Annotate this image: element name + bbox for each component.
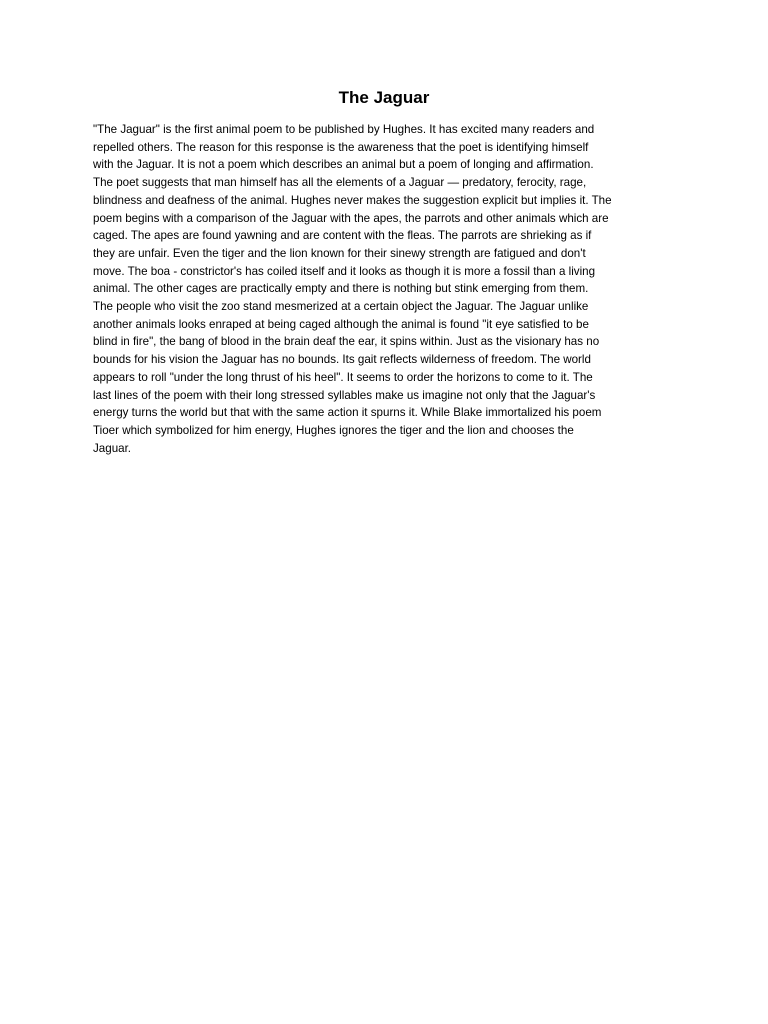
document-title: The Jaguar [338, 88, 430, 107]
body-line: energy turns the world but that with the same action it spurns it. While Blake immortalized his poem [93, 406, 602, 420]
body-line: Tioer which symbolized for him energy, Hughes ignores the tiger and the lion and chooses the [93, 423, 574, 437]
body-line: move. The boa - constrictor's has coiled itself and it looks as though it is more a fossil than a living [93, 264, 596, 278]
body-line: last lines of the poem with their long stressed syllables make us imagine not only that the Jaguar's [93, 388, 596, 402]
document-body [93, 121, 683, 457]
body-line: blindness and deafness of the animal. Hughes never makes the suggestion explicit but implies it. The [93, 193, 612, 207]
body-line: caged. The apes are found yawning and are content with the fleas. The parrots are shrieking as if [93, 229, 592, 243]
body-line: with the Jaguar. It is not a poem which describes an animal but a poem of longing and affirmation. [93, 158, 594, 172]
body-line: The people who visit the zoo stand mesmerized at a certain object the Jaguar. The Jaguar unlike [93, 300, 589, 314]
body-line: The poet suggests that man himself has all the elements of a Jaguar — predatory, ferocity, rage, [93, 176, 587, 190]
body-line: poem begins with a comparison of the Jaguar with the apes, the parrots and other animals which are [93, 211, 609, 225]
body-line: they are unfair. Even the tiger and the lion known for their sinewy strength are fatigued and don't [93, 246, 586, 260]
body-line: another animals looks enraped at being caged although the animal is found "it eye satisfied to be [93, 317, 589, 331]
body-line: Jaguar. [93, 441, 132, 455]
body-line: "The Jaguar" is the first animal poem to be published by Hughes. It has excited many readers and [93, 123, 595, 136]
body-line: animal. The other cages are practically empty and there is nothing but stink emerging from them. [93, 282, 589, 296]
body-line: bounds for his vision the Jaguar has no bounds. Its gait reflects wilderness of freedom. The world [93, 353, 591, 367]
body-line: blind in fire", the bang of blood in the brain deaf the ear, it spins within. Just as the visionary has no [93, 335, 600, 349]
body-line: appears to roll "under the long thrust of his heel". It seems to order the horizons to come to it. The [93, 370, 593, 384]
body-line: repelled others. The reason for this response is the awareness that the poet is identifying himself [93, 140, 589, 154]
